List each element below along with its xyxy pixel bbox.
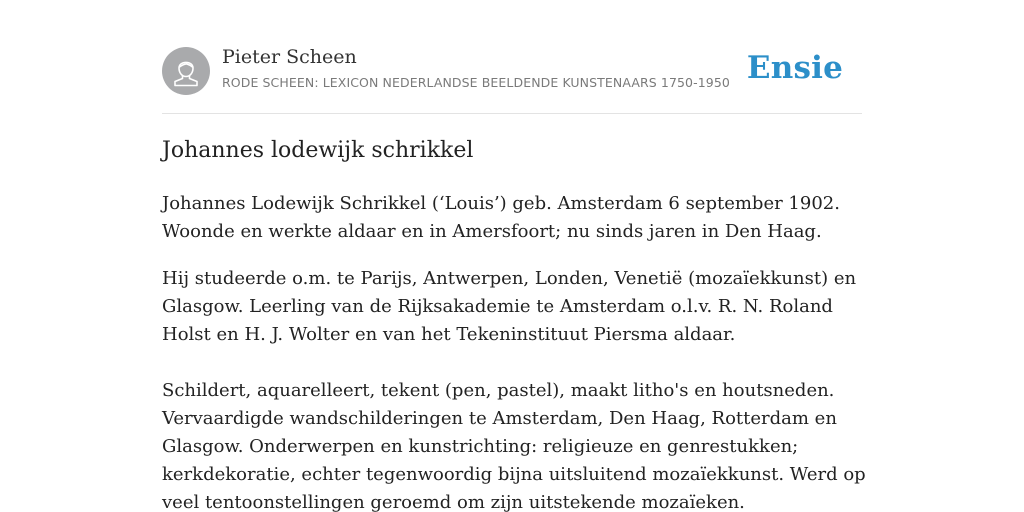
paragraph-education: Hij studeerde o.m. te Parijs, Antwerpen, Londen, Venetië (mozaïekkunst) en Glasgow. Leerling van de Rijksakademie te Amsterdam o.l.v. R. N. Roland Holst en H. J. Wolter en van het Tekeninstituut Piersma aldaar. <box>162 268 857 345</box>
article-header <box>162 46 862 96</box>
paragraph-intro: Johannes Lodewijk Schrikkel (‘Louis’) geb. Amsterdam 6 september 1902. Woonde en werkte aldaar en in Amersfoort; nu sinds jaren in Den Haag. <box>162 193 840 242</box>
header-divider <box>162 113 862 114</box>
source-title[interactable]: RODE SCHEEN: LEXICON NEDERLANDSE BEELDENDE KUNSTENAARS 1750-1950 <box>222 75 730 90</box>
author-name[interactable]: Pieter Scheen <box>222 46 357 68</box>
ensie-logo[interactable]: Ensie <box>746 50 843 86</box>
author-avatar[interactable] <box>162 47 210 95</box>
article-title: Johannes lodewijk schrikkel <box>162 138 474 163</box>
article-body <box>162 190 867 512</box>
user-silhouette-icon <box>162 47 210 95</box>
paragraph-work: Schildert, aquarelleert, tekent (pen, pastel), maakt litho's en houtsneden. Vervaardigde wandschilderingen te Amsterdam, Den Haag, Rotterdam en Glasgow. Onderwerpen en kunstrichting: religieuze en genrestukken; kerkdekoratie, echter tegenwoordig bijna uitsluitend mozaïekkunst. Werd op veel tentoonstellingen geroemd om zijn uitstekende mozaïeken. <box>162 380 866 512</box>
